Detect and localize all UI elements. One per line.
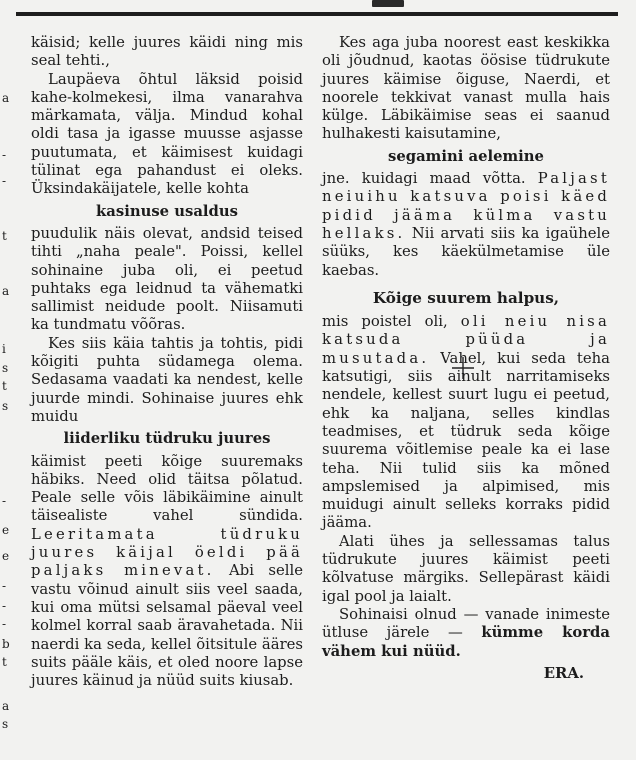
edge-fragment: -	[2, 579, 7, 593]
section-heading: kasinuse usaldus	[96, 202, 238, 220]
text-run: käimist peeti kõige suuremaks häbiks. Need olid täitsa põlatud. Peale selle võis läbikäimine ainult täisealiste vahel sündida.	[31, 452, 303, 525]
top-rule	[16, 12, 618, 16]
signature: ERA.	[543, 664, 584, 682]
paragraph	[322, 313, 610, 533]
edge-fragment: e	[2, 549, 10, 563]
edge-fragment: -	[2, 148, 7, 162]
edge-fragment: e	[2, 523, 10, 537]
edge-fragment: a	[2, 699, 10, 713]
edge-fragment: -	[2, 617, 7, 631]
edge-fragment: t	[2, 229, 7, 243]
edge-fragment: -	[2, 494, 7, 508]
paragraph: käisid; kelle juures käidi ning mis seal tehti.,	[31, 34, 303, 70]
edge-fragment: -	[2, 174, 7, 188]
left-column	[31, 34, 303, 690]
paragraph: Laupäeva õhtul läksid poisid kahe-kolmekesi, ilma vanarahva märkamata, välja. Mindud kohal oldi tasa ja igasse muusse asjasse puutumata, et käimisest kuidagi tülinat ega pahandust ei oleks. Üksindakäijatele, kelle kohta	[31, 70, 303, 198]
crosshair-cursor-icon	[452, 357, 474, 379]
edge-fragment: t	[2, 655, 7, 669]
text-run: Nii arvati siis ka igaühele süüks, kes käekülmetamise üle kaebas.	[322, 224, 610, 279]
edge-fragment: s	[2, 399, 9, 413]
section-heading: segamini aelemine	[388, 147, 544, 165]
section-heading: liiderliku tüdruku juures	[63, 430, 271, 448]
paragraph: Kes siis käia tahtis ja tohtis, pidi kõigiti puhta südamega olema. Sedasama vaadati ka nendest, kelle juurde mindi. Sohinaise juures ehk muidu	[31, 334, 303, 425]
text-run: mis poistel oli,	[322, 313, 448, 331]
edge-fragment: a	[2, 91, 10, 105]
header-fragment	[372, 0, 404, 7]
edge-fragment: i	[2, 342, 6, 356]
paragraph: Kes aga juba noorest east keskikka oli jõudnud, kaotas öösise tüdrukute juures käimise õiguse, Naerdi, et noorele tekkivat vanast mulla hais külge. Läbikäimise seas ei saanud hulhakesti kaisutamine,	[322, 34, 610, 143]
paragraph: Alati ühes ja sellessamas talus tüdrukute juures käimist peeti kõlvatuse märgiks. Sellepärast käidi igal pool ja laialt.	[322, 532, 610, 605]
paragraph	[322, 170, 610, 280]
edge-fragment: b	[2, 637, 10, 651]
left-edge-fragments	[0, 0, 14, 760]
text-run: Sohinaisi olnud — vanade inimeste ütluse järele —	[322, 605, 610, 642]
edge-fragment: t	[2, 379, 7, 393]
spaced-text-run: oli neiu nisa katsuda püüda ja musutada.	[322, 313, 611, 367]
text-run: Abi selle vastu võinud ainult siis veel saada, kui oma mütsi selsamal päeval veel kolmel korral saab äravahetada. Nii naerdi ka seda, kellel õitsitule ääres suits pääle käis, et oled noore lapse juures käinud ja nüüd suits kiusab.	[31, 562, 303, 690]
bold-text-run: kümme korda vähem kui nüüd.	[322, 624, 610, 660]
edge-fragment: -	[2, 599, 7, 613]
edge-fragment: s	[2, 717, 9, 731]
text-run: jne. kuidagi maad võtta.	[322, 170, 526, 188]
text-run: Vahel, kui seda teha katsutigi, siis ainult narritamiseks nendele, kellest suurt lugu ei peetud, ehk ka naljana, selles kindlas teadmises, et tüdruk seda kõige suurema võitlemise peale ka ei lase teha. Nii tulid siis ka mõned ampslemised ja alpimised, mis muidugi ainult selleks korraks pidid jääma.	[322, 349, 610, 532]
spaced-text-run: Leeritamata tüdruku juures käijal öeldi pää paljaks minevat.	[31, 525, 303, 580]
paragraph	[322, 606, 610, 661]
edge-fragment: a	[2, 284, 10, 298]
section-heading: Kõige suurem halpus,	[372, 288, 560, 307]
spaced-text-run: Paljast neiuihu katsuva poisi käed pidid jääma külma vastu hellaks.	[322, 170, 610, 242]
edge-fragment: s	[2, 361, 9, 375]
paragraph	[31, 453, 303, 691]
paragraph: puudulik näis olevat, andsid teised tihti „naha peale". Poissi, kellel sohinaine juba oli, ei peetud puhtaks ega leidnud ta vähematki sallimist neidude poolt. Niisamuti ka tundmatu võõras.	[31, 224, 303, 334]
